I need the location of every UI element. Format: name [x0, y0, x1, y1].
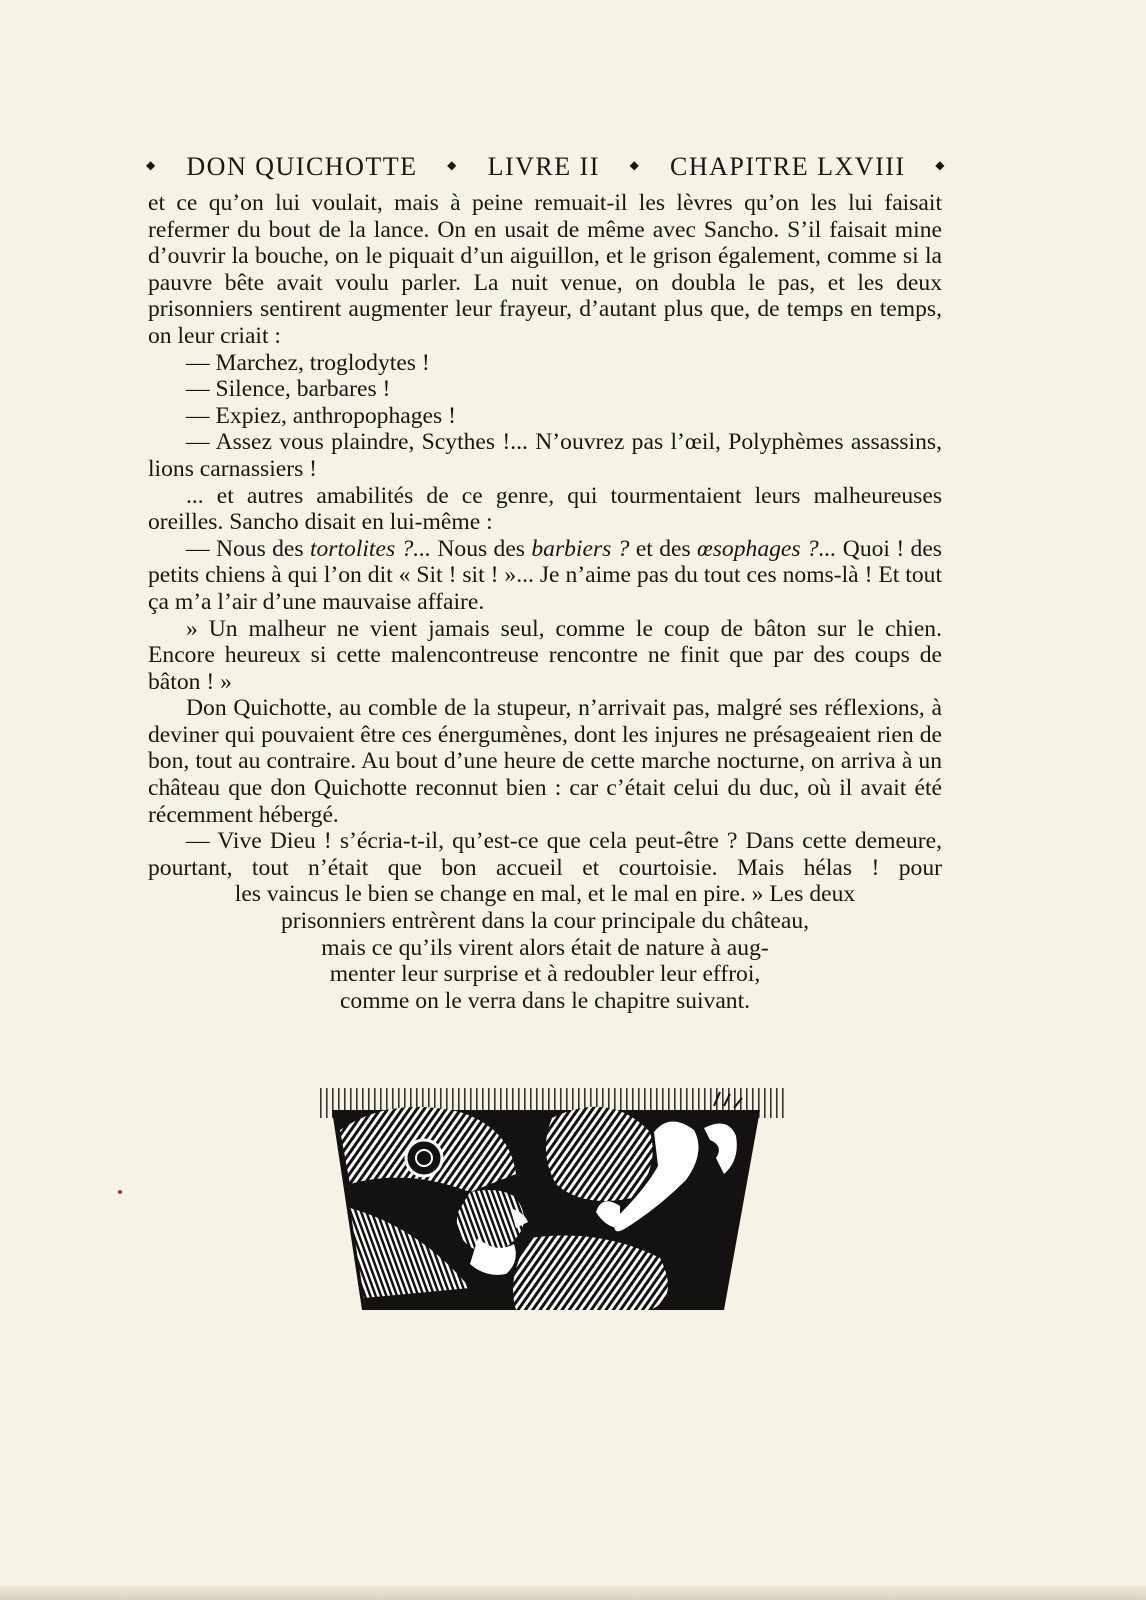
ink-speck — [118, 1190, 122, 1194]
taper-line: prisonniers entrèrent dans la cour principale du château, — [280, 908, 810, 935]
text-run: Quoi ! des petits chiens à qui l’on dit « Sit ! sit ! »... Je n’aime pas du tout ces noms-là ! Et tout ça m’a l’air d’une mauvaise affaire. — [148, 535, 942, 615]
dialogue-paragraph — [148, 536, 942, 616]
taper-line: les vaincus le bien se change en mal, et le mal en pire. » Les deux — [234, 881, 856, 908]
text-run: — Nous des — [186, 535, 310, 562]
paragraph: et ce qu’on lui voulait, mais à peine remuait-il les lèvres qu’on les lui faisait refermer du bout de la lance. On en usait de même avec Sancho. S’il faisait mine d’ouvrir la bouche, on le piquait d’un aiguillon, et le grison également, comme si la pauvre bête avait voulu parler. La nuit venue, on doubla le pas, et les deux prisonniers sentirent augmenter leur frayeur, d’autant plus que, de temps en temps, on leur criait : — [148, 190, 942, 349]
running-head — [146, 152, 946, 182]
tapered-closing-paragraph — [148, 881, 942, 1014]
italic-word: œsophages ?... — [697, 535, 837, 562]
taper-line: menter leur surprise et à redoubler leur effroi, — [329, 961, 761, 988]
header-book: LIVRE II — [487, 152, 600, 181]
page-edge — [0, 1586, 1146, 1600]
header-chapter: CHAPITRE LXVIII — [670, 152, 906, 181]
ornament-icon: ◆ — [447, 157, 458, 172]
body-text — [148, 190, 942, 1014]
dialogue-line: — Assez vous plaindre, Scythes !... N’ouvrez pas l’œil, Polyphèmes assassins, lions carnassiers ! — [148, 429, 942, 482]
taper-line: mais ce qu’ils virent alors était de nature à aug- — [321, 934, 769, 961]
text-run: Nous des — [431, 535, 532, 562]
dialogue-line: — Silence, barbares ! — [186, 376, 391, 403]
paragraph: ... et autres amabilités de ce genre, qui tourmentaient leurs malheureuses oreilles. Sancho disait en lui-même : — [148, 482, 942, 536]
italic-word: tortolites ?... — [309, 535, 431, 562]
ornament-icon: ◆ — [146, 157, 157, 172]
dialogue-line: — Marchez, troglodytes ! — [186, 349, 430, 376]
header-title: DON QUICHOTTE — [186, 152, 418, 181]
taper-line: comme on le verra dans le chapitre suivant. — [339, 987, 751, 1014]
text-run: et des — [629, 535, 698, 562]
paragraph: — Vive Dieu ! s’écria-t-il, qu’est-ce que cela peut-être ? Dans cette demeure, pourtant, tout n’était que bon accueil et courtoisie. Mais hélas ! pour — [148, 828, 942, 881]
paragraph: Don Quichotte, au comble de la stupeur, n’arrivait pas, malgré ses réflexions, à deviner qui pouvaient être ces énergumènes, dont les injures ne présageaient rien de bon, tout au contraire. Au bout d’une heure de cette marche nocturne, on arriva à un château que don Quichotte reconnut bien : car c’était celui du duc, où il avait été récemment hébergé. — [148, 695, 942, 828]
ornament-icon: ◆ — [629, 157, 641, 172]
woodcut-illustration — [320, 1088, 784, 1312]
dialogue-line: — Expiez, anthropophages ! — [186, 402, 456, 429]
paragraph: » Un malheur ne vient jamais seul, comme le coup de bâton sur le chien. Encore heureux si cette malencontreuse rencontre ne finit que par des coups de bâton ! » — [148, 615, 942, 695]
ornament-icon: ◆ — [935, 157, 946, 172]
italic-word: barbiers ? — [531, 535, 630, 562]
